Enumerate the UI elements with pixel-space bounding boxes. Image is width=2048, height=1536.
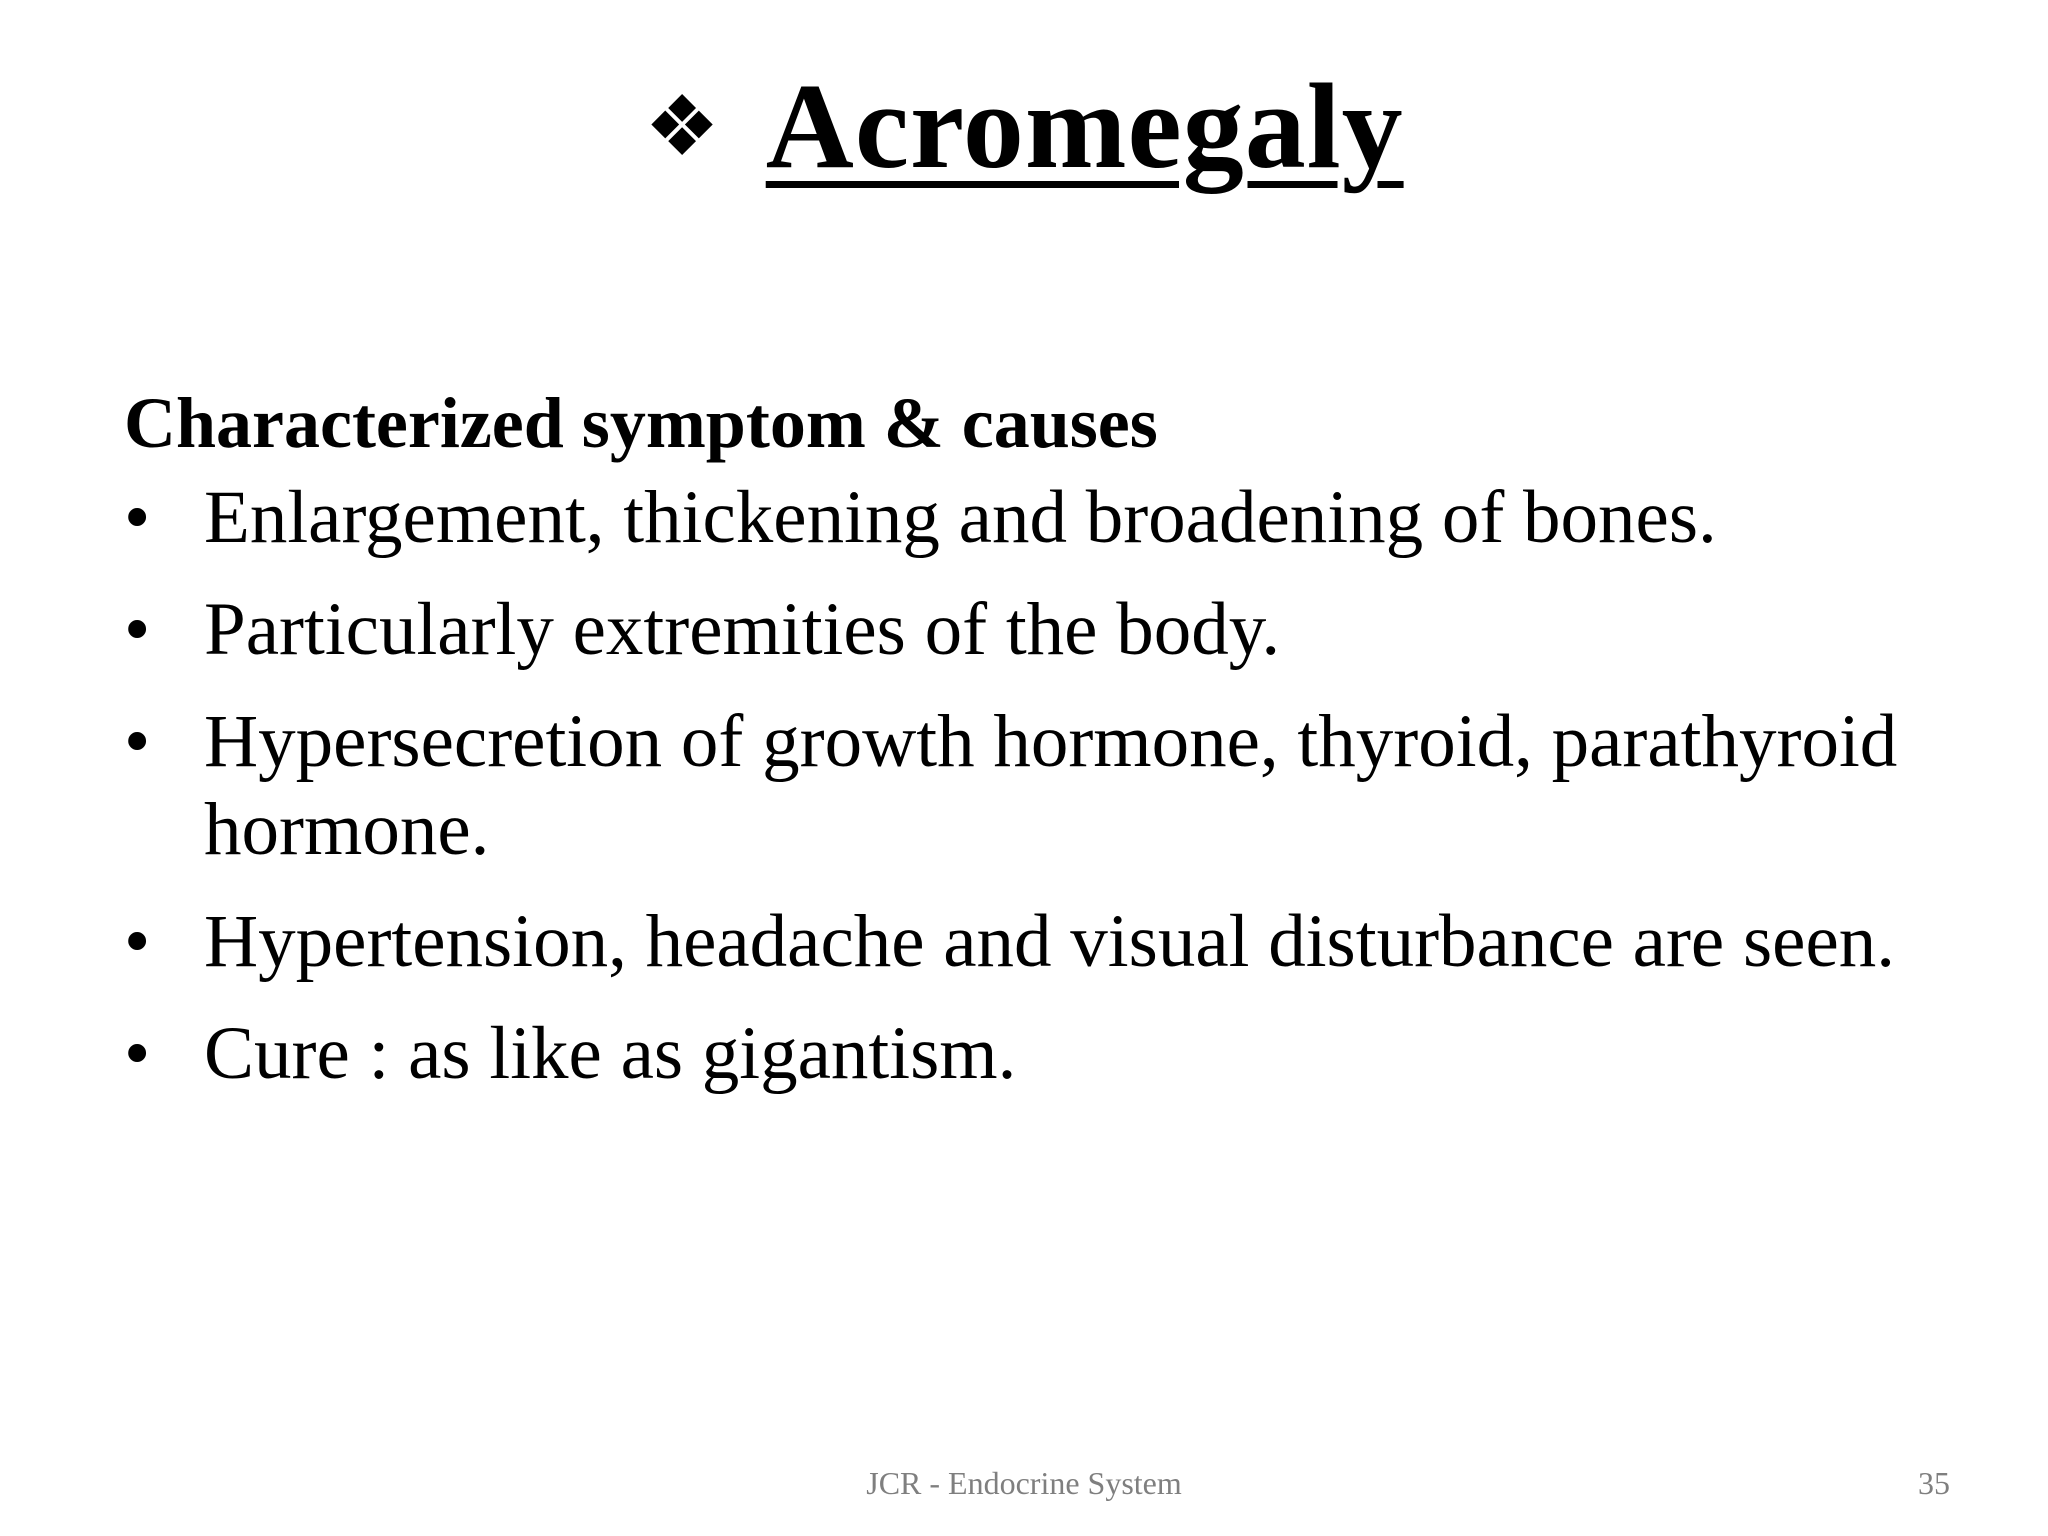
bullet-text: Enlargement, thickening and broadening of bones. [204,476,1717,560]
diamond-cluster-icon: ❖ [644,81,720,174]
title-row [0,60,2048,194]
slide-content [124,380,1944,1122]
bullet-dot-icon: • [124,476,151,560]
bullet-item [124,474,1944,562]
slide-title: Acromegaly [765,59,1404,194]
bullet-item [124,698,1944,874]
bullet-dot-icon: • [124,900,151,984]
bullet-text: Particularly extremities of the body. [204,588,1281,672]
bullet-text: Cure : as like as gigantism. [204,1012,1017,1096]
bullet-list [124,474,1944,1098]
bullet-item [124,898,1944,986]
bullet-text: Hypertension, headache and visual disturbance are seen. [204,900,1895,984]
bullet-dot-icon: • [124,588,151,672]
footer-text: JCR - Endocrine System [866,1465,1182,1501]
page-number: 35 [1918,1465,1950,1501]
bullet-text: Hypersecretion of growth hormone, thyroid, parathyroid hormone. [204,700,1898,872]
bullet-dot-icon: • [124,1012,151,1096]
bullet-item [124,1010,1944,1098]
bullet-dot-icon: • [124,700,151,784]
subheading: Characterized symptom & causes [124,383,1158,463]
bullet-item [124,586,1944,674]
